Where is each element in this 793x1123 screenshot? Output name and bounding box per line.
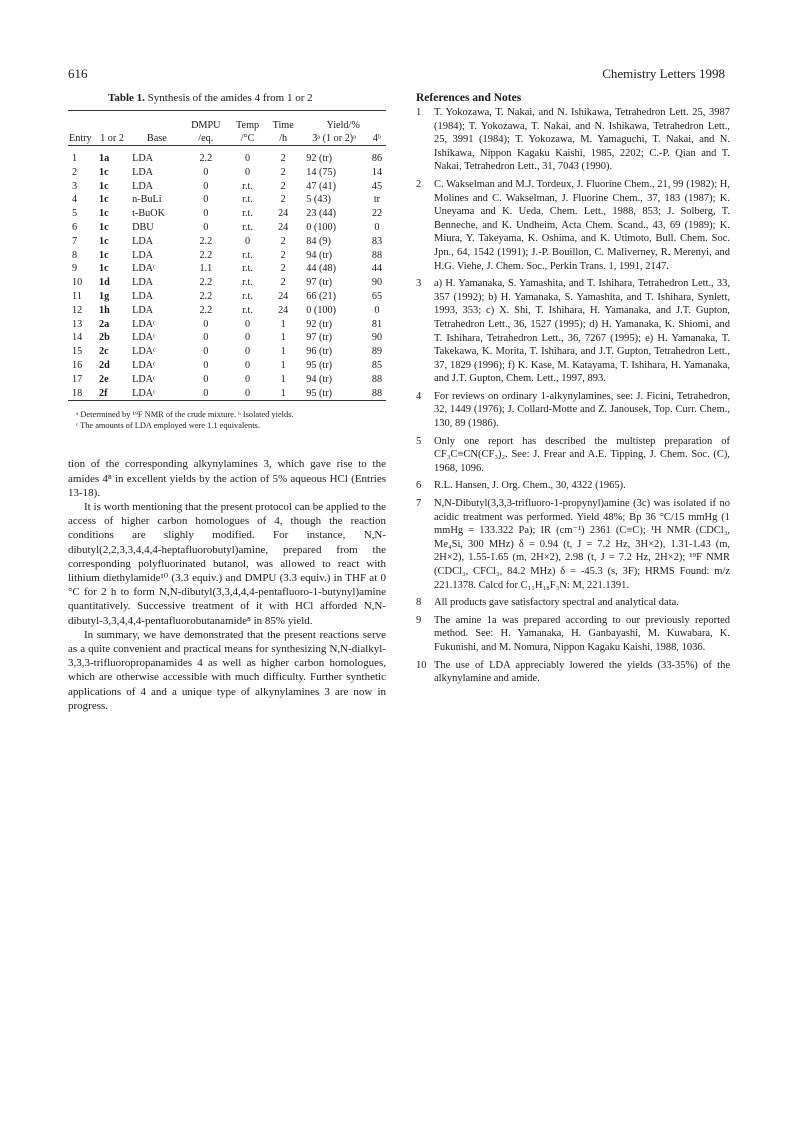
cell-substrate: 1c xyxy=(99,263,109,275)
cell-base: DBU xyxy=(132,221,154,233)
cell-dmpu: 1.1 xyxy=(199,263,213,275)
cell-base: LDAᶜ xyxy=(132,359,156,371)
reference-text: R.L. Hansen, J. Org. Chem., 30, 4322 (1965). xyxy=(434,480,626,492)
cell-yield-4: 22 xyxy=(371,208,383,220)
references-heading: References and Notes xyxy=(416,92,522,104)
cell-substrate: 1c xyxy=(99,166,109,178)
cell-substrate: 2f xyxy=(99,387,108,399)
col-header-time: Time xyxy=(272,120,294,131)
cell-yield-3: 0 (100) xyxy=(306,304,336,316)
reference-text: C. Wakselman and M.J. Tordeux, J. Fluorine Chem., 21, 99 (1982); H, Molines and C. Wakselman, J. Fluorine Chem., 37, 183 (1987); K. Uneyama and K. Ueda, Chem. Lett., 1988, 853; J. Solberg, T. Benneche, and K. Undheim, Acta Chem. Scand., 43, 69 (1989); K. Miura, Y. Takeyama, K. Oshima, and K. Utimoto, Bull. Chem. Soc. Jpn., 64, 1542 (1991); J.-P. Bouillon, C. Maliverney, R. Merenyi, and H.G. Viehe, J. Chem. Soc., Perkin Trans. 1, 1991, 2147. xyxy=(434,178,730,272)
cell-time: 24 xyxy=(278,221,289,233)
cell-substrate: 1c xyxy=(99,221,109,233)
cell-time: 2 xyxy=(280,235,286,247)
reference-text: The amine 1a was prepared according to our previously reported method. See: H. Yamanaka, H. Ganbayashi, M. Kuwabara, K. Fukunishi, and M. Nomura, Nippon Kagaku Kaishi, 1988, 1036. xyxy=(434,614,730,653)
reference-item xyxy=(416,178,730,273)
cell-base: LDA xyxy=(132,304,154,316)
reference-text: T. Yokozawa, T. Nakai, and N. Ishikawa, Tetrahedron Lett. 25, 3987 (1984); T. Yokozawa, T. Nakai, and N. Ishikawa, Tetrahedron Lett., 25, 3991 (1984); T. Yokozawa, M. Yamaguchi, T. Nakai, and N. Ishikawa, Nippon Kagaku Kaishi, 1985, 2202; C.-P. Qian and T. Nakai, Tetrahedron Lett., 31, 7043 (1990). xyxy=(434,107,730,173)
reference-number: 2 xyxy=(416,178,422,190)
journal-header: Chemistry Letters 1998 xyxy=(602,66,725,81)
cell-dmpu: 2.2 xyxy=(199,290,213,302)
cell-yield-3: 5 (43) xyxy=(306,194,331,206)
table-caption-text: Synthesis of the amides 4 from 1 or 2 xyxy=(147,92,313,104)
cell-substrate: 2a xyxy=(99,318,110,330)
cell-yield-3: 97 (tr) xyxy=(306,277,333,289)
right-column xyxy=(416,92,730,690)
reference-text: The use of LDA appreciably lowered the yields (33-35%) of the alkynylamine and amide. xyxy=(434,659,730,685)
cell-dmpu: 0 xyxy=(203,208,209,220)
cell-base: LDA xyxy=(132,277,154,289)
cell-dmpu: 2.2 xyxy=(199,277,213,289)
reference-number: 7 xyxy=(416,498,422,510)
cell-temp: 0 xyxy=(245,346,251,358)
table-row xyxy=(68,221,386,235)
cell-substrate: 1c xyxy=(99,180,109,192)
cell-temp: 0 xyxy=(245,373,251,385)
col-header-yield-3: 3ᵃ (1 or 2)ᵃ xyxy=(312,133,356,144)
col-header-yield-4: 4ᵇ xyxy=(372,133,382,144)
reference-item xyxy=(416,106,730,174)
cell-substrate: 1a xyxy=(99,153,110,164)
cell-yield-3: 94 (tr) xyxy=(306,249,333,261)
cell-base: n-BuLi xyxy=(132,194,162,206)
reference-text: N,N-Dibutyl(3,3,3-trifluoro-1-propynyl)amine (3c) was isolated if no acidic treatment was performed. Yield 48%; Bp 36 °C/15 mmHg (1 mmHg = 133.322 Pa); IR (cm⁻¹) 2361 (C≡C); ¹H NMR (CDCl₃, Me₄Si, 300 MHz) δ = 0.94 (t, J = 7.2 Hz, 3H×2), 1.31-1.43 (m, 2H×2), 1.55-1.65 (m, 2H×2), 2.98 (t, J = 7.2 Hz, 2H×2); ¹⁹F NMR (CDCl₃, CFCl₃, 84.2 MHz) δ = -45.3 (s, 3F); HRMS Found: m/z 221.1378. Calcd for C₁₁H₁₈F₃N: M, 221.1391. xyxy=(434,498,730,591)
cell-yield-3: 66 (21) xyxy=(306,290,336,302)
cell-entry: 2 xyxy=(72,166,78,178)
cell-temp: r.t. xyxy=(242,290,253,302)
cell-entry: 4 xyxy=(72,194,78,206)
reference-number: 3 xyxy=(416,278,422,290)
cell-base: LDA xyxy=(132,235,154,247)
cell-dmpu: 0 xyxy=(203,359,209,371)
col-header-substrate: 1 or 2 xyxy=(100,133,124,144)
cell-yield-3: 14 (75) xyxy=(306,166,336,178)
cell-dmpu: 0 xyxy=(203,318,209,330)
cell-yield-3: 97 (tr) xyxy=(306,332,333,344)
cell-time: 2 xyxy=(280,263,286,275)
cell-temp: 0 xyxy=(245,166,251,178)
col-header-entry: Entry xyxy=(69,133,92,144)
cell-substrate: 2c xyxy=(99,346,109,358)
reference-number: 1 xyxy=(416,107,422,118)
table-row xyxy=(68,345,386,359)
cell-entry: 16 xyxy=(72,359,83,371)
reference-item xyxy=(416,614,730,655)
table-row xyxy=(68,262,386,276)
reference-number: 5 xyxy=(416,435,422,447)
reference-item xyxy=(416,596,730,610)
cell-time: 24 xyxy=(278,208,289,220)
cell-time: 1 xyxy=(280,332,286,344)
cell-yield-4: 89 xyxy=(371,346,383,358)
cell-dmpu: 0 xyxy=(203,387,209,399)
cell-yield-4: 85 xyxy=(371,359,383,371)
cell-entry: 9 xyxy=(72,263,78,275)
cell-base: LDAᶜ xyxy=(132,373,156,385)
cell-yield-4: 45 xyxy=(371,180,383,192)
body-paragraph-2: It is worth mentioning that the present protocol can be applied to the access of higher carbon homologues of 4, though the reaction conditions are slighly modified. For instance, N,N-dibutyl(2,2,3,3,4,4,4-heptafluorobutyl)amine, prepared from the corresponding polyfluorinated butanol, was allowed to react with lithium diethylamide¹⁰ (3.3 equiv.) and DMPU (3.3 equiv.) in THF at 0 °C for 2 h to form N,N-dibutyl(3,3,4,4,4-pentafluoro-1-butynyl)amine quantitatively. Successive treatment of it with HCl afforded N,N-dibutyl-3,3,4,4,4-pentafluorobutanamide⁸ in 85% yield. xyxy=(68,500,386,627)
cell-entry: 3 xyxy=(72,180,78,192)
cell-temp: 0 xyxy=(245,235,251,247)
cell-yield-4: 65 xyxy=(371,290,383,302)
cell-yield-4: 0 xyxy=(374,221,380,233)
cell-time: 1 xyxy=(280,387,286,399)
cell-temp: r.t. xyxy=(242,249,253,261)
cell-time: 2 xyxy=(280,249,286,261)
cell-substrate: 2e xyxy=(99,373,109,385)
cell-temp: r.t. xyxy=(242,180,253,192)
cell-yield-3: 0 (100) xyxy=(306,221,336,233)
table-header-row-1 xyxy=(68,119,386,132)
cell-base: LDA xyxy=(132,180,154,192)
cell-yield-4: 88 xyxy=(371,249,383,261)
cell-base: LDAᶜ xyxy=(132,332,156,344)
cell-substrate: 1c xyxy=(99,194,109,206)
reference-number: 6 xyxy=(416,480,422,492)
col-header xyxy=(93,119,131,132)
cell-yield-4: 90 xyxy=(371,332,383,344)
cell-entry: 11 xyxy=(72,290,82,302)
page-number: 616 xyxy=(68,66,88,81)
cell-dmpu: 0 xyxy=(203,194,209,206)
reference-item xyxy=(416,659,730,686)
cell-time: 1 xyxy=(280,359,286,371)
cell-entry: 6 xyxy=(72,221,78,233)
reference-number: 4 xyxy=(416,390,422,402)
cell-time: 1 xyxy=(280,373,286,385)
cell-time: 1 xyxy=(280,346,286,358)
reference-item xyxy=(416,479,730,493)
cell-yield-4: 44 xyxy=(371,263,383,275)
cell-yield-3: 47 (41) xyxy=(306,180,336,192)
cell-yield-3: 44 (48) xyxy=(306,263,336,275)
cell-dmpu: 0 xyxy=(203,346,209,358)
col-header-yield: Yield/% xyxy=(326,120,360,131)
table-body xyxy=(68,152,386,401)
left-column xyxy=(68,92,386,713)
cell-dmpu: 0 xyxy=(203,166,209,178)
table-row xyxy=(68,304,386,318)
cell-temp: r.t. xyxy=(242,263,253,275)
cell-dmpu: 0 xyxy=(203,332,209,344)
cell-entry: 8 xyxy=(72,249,78,261)
cell-temp: 0 xyxy=(245,318,251,330)
cell-entry: 7 xyxy=(72,235,78,247)
reference-number: 9 xyxy=(416,614,422,626)
cell-yield-4: 88 xyxy=(371,387,383,399)
cell-temp: r.t. xyxy=(242,208,253,220)
cell-substrate: 1g xyxy=(99,290,110,302)
reference-text: a) H. Yamanaka, S. Yamashita, and T. Ishihara, Tetrahedron Lett., 33, 357 (1992); b) H. Yamanaka, S. Yamashita, and T. Ishihara, Synlett, 1993, 353; c) X. Shi, T. Ishihara, H. Yamanaka, and J.T. Gupton, Tetrahedron Lett., 36, 1527 (1995); d) H. Yamanaka, K. Shiomi, and T. Ishihara, Tetrahedron Lett., 36, 7267 (1995); e) H. Yamanaka, T. Takekawa, K. Morita, T. Ishihara, and J.T. Gupton, Tetrahedron Lett., 37, 1829 (1996); f) K. Kase, M. Katayama, T. Ishihara, H. Yamanaka, and J.T. Gupton, Chem. Lett., 1997, 893. xyxy=(434,278,730,385)
table-caption xyxy=(68,92,386,104)
cell-entry: 10 xyxy=(72,277,83,289)
cell-base: LDA xyxy=(132,249,154,261)
cell-time: 2 xyxy=(280,277,286,289)
cell-entry: 13 xyxy=(72,318,83,330)
cell-substrate: 1c xyxy=(99,249,109,261)
reference-text: Only one report has described the multistep preparation of CF₃C≡CN(CF₃)₂. See: J. Frear and A.E. Tipping, J. Chem. Soc. (C), 1968, 1096. xyxy=(434,435,730,474)
col-header-dmpu: DMPU xyxy=(191,120,221,131)
table-caption-label: Table 1. xyxy=(108,92,145,104)
table-row xyxy=(68,249,386,263)
col-header-eq: /eq. xyxy=(198,133,214,144)
cell-yield-3: 23 (44) xyxy=(306,208,336,220)
cell-entry: 12 xyxy=(72,304,83,316)
cell-time: 24 xyxy=(278,290,289,302)
cell-temp: r.t. xyxy=(242,221,253,233)
table-row xyxy=(68,318,386,332)
table-footnotes xyxy=(68,409,386,431)
reference-number: 10 xyxy=(416,659,427,671)
cell-time: 2 xyxy=(280,166,286,178)
table-row xyxy=(68,235,386,249)
body-paragraph-1: tion of the corresponding alkynylamines 3, which gave rise to the amides 4⁸ in excellent yields by the action of 5% aqueous HCl (Entries 13-18). xyxy=(68,458,386,499)
reference-text: All products gave satisfactory spectral and analytical data. xyxy=(434,597,679,609)
cell-substrate: 1c xyxy=(99,208,109,220)
cell-yield-3: 95 (tr) xyxy=(306,359,333,371)
reference-item xyxy=(416,277,730,386)
cell-time: 1 xyxy=(280,318,286,330)
cell-entry: 14 xyxy=(72,332,83,344)
reference-number: 8 xyxy=(416,597,422,609)
col-header xyxy=(68,119,93,132)
cell-base: LDAᶜ xyxy=(132,318,156,330)
cell-dmpu: 0 xyxy=(203,180,209,192)
table-row xyxy=(68,359,386,373)
table-header-row-2 xyxy=(68,132,386,146)
cell-dmpu: 0 xyxy=(203,221,209,233)
table-row xyxy=(68,331,386,345)
cell-time: 2 xyxy=(280,153,286,164)
cell-base: LDAᶜ xyxy=(132,263,156,275)
cell-dmpu: 2.2 xyxy=(199,304,213,316)
table-row xyxy=(68,180,386,194)
cell-yield-4: 90 xyxy=(371,277,383,289)
table-row xyxy=(68,207,386,221)
table-row xyxy=(68,373,386,387)
reference-text: For reviews on ordinary 1-alkynylamines, see: J. Ficini, Tetrahedron, 32, 1449 (1976); J. Collard-Motte and Z. Janousek, Top. Curr. Chem., 130, 89 (1986). xyxy=(434,390,730,430)
cell-temp: 0 xyxy=(245,359,251,371)
cell-time: 2 xyxy=(280,180,286,192)
cell-yield-4: 14 xyxy=(371,166,383,178)
cell-yield-4: 86 xyxy=(371,153,383,164)
cell-base: LDA xyxy=(132,290,154,302)
table-row xyxy=(68,166,386,180)
cell-base: t-BuOK xyxy=(132,208,165,220)
cell-substrate: 1d xyxy=(99,277,110,289)
cell-time: 2 xyxy=(280,194,286,206)
table-footnote-a: ᵃ Determined by ¹⁹F NMR of the crude mixture. ᵇ Isolated yields. xyxy=(76,410,294,420)
cell-entry: 1 xyxy=(72,153,78,164)
cell-substrate: 2b xyxy=(99,332,110,344)
cell-yield-4: 83 xyxy=(371,235,383,247)
table-row xyxy=(68,276,386,290)
cell-entry: 15 xyxy=(72,346,83,358)
cell-base: LDA xyxy=(132,153,154,164)
table-row xyxy=(68,387,386,401)
cell-dmpu: 2.2 xyxy=(199,249,213,261)
table-footnote-c: ᶜ The amounts of LDA employed were 1.1 equivalents. xyxy=(76,421,260,431)
cell-entry: 5 xyxy=(72,208,78,220)
cell-temp: 0 xyxy=(245,387,251,399)
cell-entry: 17 xyxy=(72,373,83,385)
cell-temp: r.t. xyxy=(242,277,253,289)
reference-item xyxy=(416,390,730,431)
cell-yield-4: 81 xyxy=(371,318,383,330)
table-row xyxy=(68,193,386,207)
col-header-degc: /°C xyxy=(240,133,255,144)
cell-substrate: 1h xyxy=(99,304,110,316)
cell-base: LDAᶜ xyxy=(132,387,156,399)
reference-item xyxy=(416,435,730,476)
reference-item xyxy=(416,497,730,592)
cell-dmpu: 2.2 xyxy=(199,235,213,247)
cell-yield-3: 84 (9) xyxy=(306,235,331,247)
cell-yield-3: 92 (tr) xyxy=(306,318,333,330)
cell-yield-3: 92 (tr) xyxy=(306,153,333,164)
cell-time: 24 xyxy=(278,304,289,316)
cell-yield-4: 0 xyxy=(374,304,380,316)
cell-yield-3: 94 (tr) xyxy=(306,373,333,385)
col-header-base: Base xyxy=(146,133,167,144)
cell-dmpu: 2.2 xyxy=(199,153,213,164)
cell-yield-3: 96 (tr) xyxy=(306,346,333,358)
table-row xyxy=(68,290,386,304)
references-list xyxy=(416,106,730,686)
col-header-temp: Temp xyxy=(236,120,260,131)
cell-base: LDA xyxy=(132,166,154,178)
cell-substrate: 1c xyxy=(99,235,109,247)
amides-table xyxy=(68,110,386,405)
cell-temp: r.t. xyxy=(242,304,253,316)
cell-yield-3: 95 (tr) xyxy=(306,387,333,399)
cell-dmpu: 0 xyxy=(203,373,209,385)
col-header xyxy=(131,119,182,132)
cell-temp: 0 xyxy=(245,153,251,164)
cell-yield-4: tr xyxy=(373,194,381,206)
cell-temp: 0 xyxy=(245,332,251,344)
col-header-h: /h xyxy=(279,133,288,144)
cell-temp: r.t. xyxy=(242,194,253,206)
cell-yield-4: 88 xyxy=(371,373,383,385)
cell-substrate: 2d xyxy=(99,359,110,371)
cell-base: LDAᶜ xyxy=(132,346,156,358)
cell-entry: 18 xyxy=(72,387,83,399)
body-paragraph-3: In summary, we have demonstrated that the present reactions serve as a quite convenient and practical means for synthesizing N,N-dialkyl-3,3,3-trifluoropropanamides 4 as well as higher carbon homologues, which are otherwise accessible with much difficulty. Further synthetic applications of 4 and a unique type of alkynylamines 3 are now in progress. xyxy=(68,628,386,712)
table-row xyxy=(68,152,386,166)
